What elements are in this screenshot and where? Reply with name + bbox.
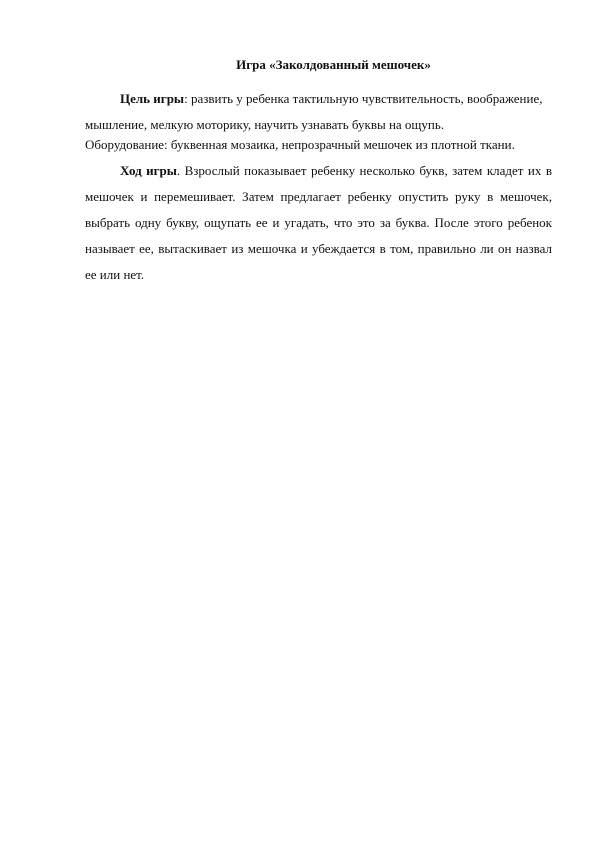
goal-paragraph xyxy=(85,86,552,138)
course-label: Ход игры xyxy=(120,163,177,178)
goal-label: Цель игры xyxy=(120,91,185,106)
document-title: Игра «Заколдованный мешочек» xyxy=(236,57,431,72)
course-text: . Взрослый показывает ребенку несколько букв, затем кладет их в мешочек и перемешивает. Затем предлагает ребенку опустить руку в мешочек, выбрать одну букву, ощупать ее и угадать, что это за буква. После этого ребенок называет ее, вытаскивает из мешочка и убеждается в том, правильно ли он назвал ее или нет. xyxy=(85,163,552,282)
goal-text: : развить у ребенка тактильную чувствительность, воображение, мышление, мелкую моторику, научить узнавать буквы на ощупь. xyxy=(85,91,543,132)
document-body xyxy=(85,57,552,288)
equipment-paragraph: Оборудование: буквенная мозаика, непрозрачный мешочек из плотной ткани. xyxy=(85,137,515,152)
course-paragraph xyxy=(85,158,552,288)
